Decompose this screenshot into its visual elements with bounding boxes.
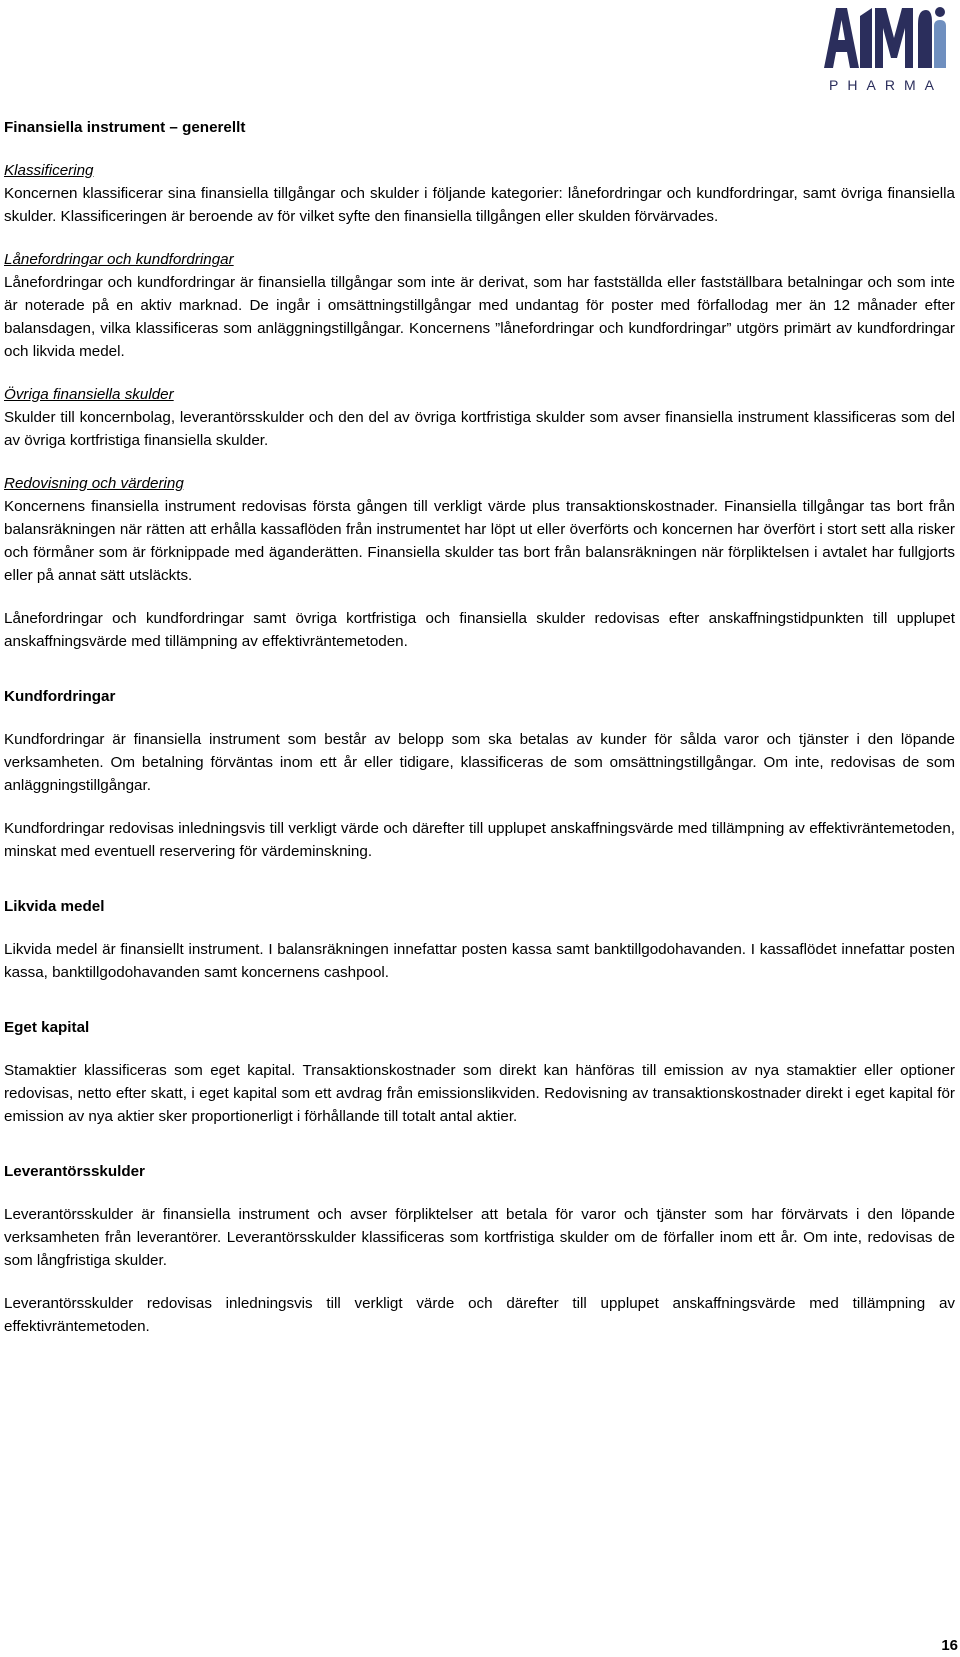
document-body [4,116,955,1338]
heading-accounts-receivable: Kundfordringar [4,688,116,705]
paragraph-recognition-1: Koncernens finansiella instrument redovisas första gången till verkligt värde plus transaktionskostnader. Finansiella tillgångar tas bort från balansräkningen när rätten att erhålla kassaflöden från instrumentet har löpt ut eller överförts och koncernen har överfört i stort sett alla risker och förmåner som är förknippade med äganderätten. Finansiella skulder tas bort från balansräkningen när förpliktelsen i avtalet har fullgjorts eller på annat sätt utsläckts. [4,498,955,584]
paragraph-cash: Likvida medel är finansiellt instrument. I balansräkningen innefattar posten kassa samt banktillgodohavanden. I kassaflödet innefattar posten kassa, banktillgodohavanden samt koncernens cashpool. [4,941,955,981]
logo-tagline: PHARMA [829,77,943,93]
subheading-other-liabilities: Övriga finansiella skulder [4,386,174,403]
paragraph-classification: Koncernen klassificerar sina finansiella tillgångar och skulder i följande kategorier: lånefordringar och kundfordringar, samt övriga finansiella skulder. Klassificeringen är beroende av för vilket syfte den finansiella tillgången eller skulden förvärvades. [4,185,955,225]
page-number: 16 [941,1637,958,1654]
paragraph-payables-2: Leverantörsskulder redovisas inledningsvis till verkligt värde och därefter till upplupet anskaffningsvärde med tillämpning av effektivräntemetoden. [4,1295,955,1335]
heading-equity: Eget kapital [4,1019,90,1036]
paragraph-receivables-2: Kundfordringar redovisas inledningsvis till verkligt värde och därefter till upplupet anskaffningsvärde med tillämpning av effektivräntemetoden, minskat med eventuell reservering för värdeminskning. [4,820,955,860]
paragraph-loans-receivables: Lånefordringar och kundfordringar är finansiella tillgångar som inte är derivat, som har fastställda eller fastställbara betalningar och som inte är noterade på en aktiv marknad. De ingår i omsättningstillgångar med undantag för poster med förfallodag mer än 12 månader efter balansdagen, vilka klassificeras som anläggningstillgångar. Koncernens ”lånefordringar och kundfordringar” utgörs primärt av kundfordringar och likvida medel. [4,274,955,360]
subheading-recognition-measurement: Redovisning och värdering [4,475,184,492]
subheading-loans-receivables: Lånefordringar och kundfordringar [4,251,234,268]
paragraph-receivables-1: Kundfordringar är finansiella instrument som består av belopp som ska betalas av kunder för sålda varor och tjänster i den löpande verksamheten. Om betalning förväntas inom ett år eller tidigare, klassificeras de som omsättningstillgångar. Om inte, redovisas de som anläggningstillgångar. [4,731,955,794]
company-logo [822,2,952,94]
paragraph-payables-1: Leverantörsskulder är finansiella instrument och avser förpliktelser att betala för varor och tjänster som har förvärvats i den löpande verksamheten från leverantörer. Leverantörsskulder klassificeras som kortfristiga skulder om de förfaller inom ett år. Om inte, redovisas de som långfristiga skulder. [4,1206,955,1269]
paragraph-recognition-2: Lånefordringar och kundfordringar samt övriga kortfristiga och finansiella skulder redovisas efter anskaffningstidpunkten till upplupet anskaffningsvärde med tillämpning av effektivräntemetoden. [4,610,955,650]
heading-cash: Likvida medel [4,898,105,915]
paragraph-equity: Stamaktier klassificeras som eget kapital. Transaktionskostnader som direkt kan hänföras till emission av nya stamaktier eller optioner redovisas, netto efter skatt, i eget kapital som ett avdrag från emissionslikviden. Redovisning av transaktionskostnader direkt i eget kapital för emission av nya aktier sker proportionerligt i förhållande till totalt antal aktier. [4,1062,955,1125]
heading-accounts-payable: Leverantörsskulder [4,1163,145,1180]
paragraph-other-liabilities: Skulder till koncernbolag, leverantörsskulder och den del av övriga kortfristiga skulder som avser finansiella instrument klassificeras som del av övriga kortfristiga finansiella skulder. [4,409,955,449]
subheading-classification: Klassificering [4,162,94,179]
heading-financial-instruments: Finansiella instrument – generellt [4,119,246,136]
